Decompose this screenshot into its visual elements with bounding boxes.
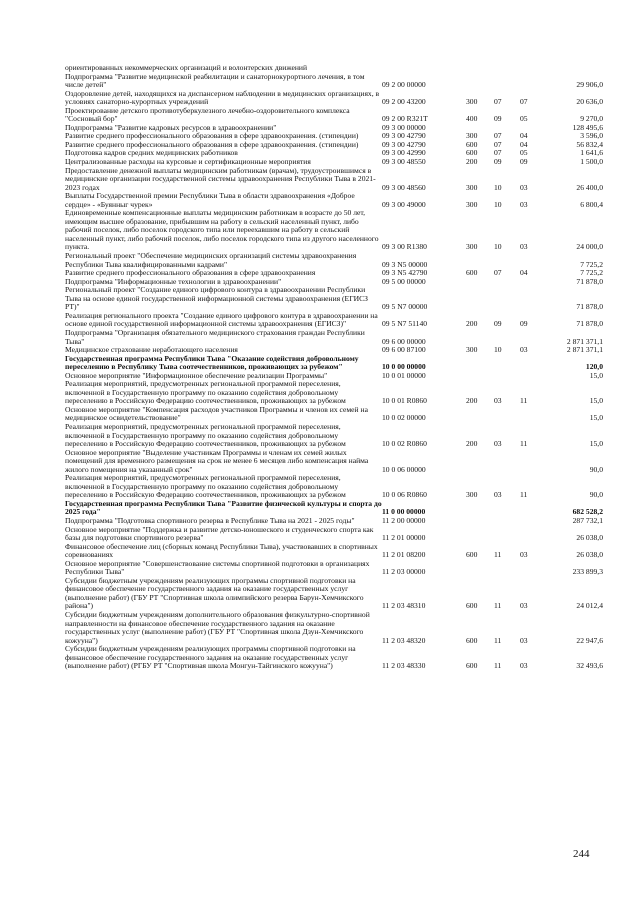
subsection-code: 07 (520, 97, 528, 107)
subsection-code: 11 (520, 490, 528, 500)
item-name: Проектирование детского противотуберкулезного лечебно-оздоровительного комплекса "Сосновый бор" (65, 105, 350, 124)
target-article-code: 09 2 00 R321T (382, 114, 428, 124)
expense-type: 600 (466, 661, 478, 671)
table-row (65, 167, 603, 193)
item-name: Развитие среднего профессионального образования в сфере здравоохранения. (стипендии) (65, 139, 359, 149)
item-name: Субсидии бюджетным учреждениям реализующих программы спортивной подготовки на финансовое обеспечение государственного задания на оказание государственных услуг (выполнение работ) (ГБУ РТ "Спортивная школа олимпийского резерва Барун-Хемчикского района") (65, 575, 364, 611)
section-code: 11 (494, 601, 502, 611)
amount: 128 495,6 (572, 122, 603, 132)
expense-type: 300 (466, 182, 478, 192)
subsection-code: 09 (520, 157, 528, 167)
amount: 26 038,0 (576, 550, 603, 560)
item-name: Региональный проект "Создание единого цифрового контура в здравоохранении Республики Тыва на основе единой государственной информационной системы здравоохранения (ЕГИСЗ РТ)" (65, 285, 368, 312)
page-number: 244 (573, 848, 590, 860)
amount: 9 270,0 (580, 114, 603, 124)
table-row (65, 645, 603, 671)
target-article-code: 09 3 N5 42790 (382, 268, 428, 278)
amount: 7 725,2 (580, 268, 603, 278)
target-article-code: 10 0 01 00000 (382, 370, 426, 380)
table-row (65, 90, 603, 107)
target-article-code: 09 2 00 00000 (382, 80, 426, 90)
item-name: Предоставление денежной выплаты медицинским работникам (врачам), трудоустроившимся в медицинские организации государственной системы здравоохранения Республики Тыва в 2021-2023 годах (65, 165, 376, 192)
item-name: Реализация регионального проекта "Создание единого цифрового контура в здравоохранении на основе единой государственной информационной системы здравоохранения (ЕГИСЗ)" (65, 310, 378, 329)
target-article-code: 09 6 00 87100 (382, 345, 426, 355)
amount: 15,0 (589, 370, 603, 380)
subsection-code: 11 (520, 439, 528, 449)
table-row (65, 329, 603, 346)
target-article-code: 11 2 01 00000 (382, 533, 426, 543)
amount: 1 641,6 (580, 148, 603, 158)
amount: 24 012,4 (576, 601, 603, 611)
expense-type: 600 (466, 268, 478, 278)
table-row (65, 209, 603, 252)
item-name: Государственная программа Республики Тыва "Развитие физической культуры и спорта до 2025 года" (65, 498, 382, 517)
item-name: Единовременные компенсационные выплаты медицинским работникам в возрасте до 50 лет, имеющим высшее образование, прибывшим на работу в сельский населенный пункт, либо рабочий поселок, либо поселок городского типа или переехавшим на работу в сельский населенный пункт, либо рабочий поселок, либо поселок городского типа из другого населенного пункта. (65, 208, 379, 252)
section-code: 10 (494, 345, 502, 355)
section-code: 03 (494, 396, 502, 406)
table-row (65, 611, 603, 645)
subsection-code: 03 (520, 635, 528, 645)
item-name: Развитие среднего профессионального образования в сфере здравоохранения. (стипендии) (65, 131, 359, 141)
item-name: ориентированных некоммерческих организаций и волонтерских движений (65, 63, 308, 72)
section-code: 07 (494, 268, 502, 278)
item-name: Государственная программа Республики Тыва "Оказание содействия добровольному переселению в Республику Тыва соотечественников, проживающих за рубежом" (65, 353, 359, 372)
amount: 71 878,0 (576, 319, 603, 329)
subsection-code: 03 (520, 661, 528, 671)
target-article-code: 09 3 00 48560 (382, 182, 426, 192)
section-code: 10 (494, 199, 502, 209)
amount: 3 596,0 (580, 131, 603, 141)
table-row (65, 474, 603, 500)
expense-type: 300 (466, 345, 478, 355)
item-name: Основное мероприятие "Информационное обеспечение реализации Программы" (65, 370, 328, 380)
target-article-code: 10 0 00 00000 (382, 362, 426, 372)
target-article-code: 09 2 00 43200 (382, 97, 426, 107)
table-row (65, 192, 603, 209)
item-name: Основное мероприятие "Совершенствование системы спортивной подготовки в организациях Республики Тыва" (65, 558, 370, 577)
item-name: Основное мероприятие "Компенсация расходов участников Программы и членов их семей на медицинское освидетельствование" (65, 404, 368, 423)
expense-type: 600 (466, 635, 478, 645)
expense-type: 200 (466, 439, 478, 449)
target-article-code: 11 2 03 00000 (382, 567, 426, 577)
target-article-code: 10 0 01 R0860 (382, 396, 427, 406)
subsection-code: 03 (520, 345, 528, 355)
amount: 233 899,3 (572, 567, 603, 577)
table-row (65, 543, 603, 560)
amount: 71 878,0 (576, 302, 603, 312)
expense-type: 200 (466, 396, 478, 406)
item-name: Оздоровление детей, находящихся на диспансерном наблюдении в медицинских организациях, в условиях санаторно-курортных учреждений (65, 88, 380, 107)
item-name: Реализация мероприятий, предусмотренных региональной программой переселения, включенной в Государственную программу по оказанию содействия добровольному переселению в Российскую Федерацию соотечественников, проживающих за рубежом (65, 473, 346, 500)
item-name: Субсидии бюджетным учреждениям реализующих программы спортивной подготовки на финансовое обеспечение государственного задания на оказание государственных услуг (выполнение работ) (РГБУ РТ "Спортивная школа Монгун-Тайгинского кожууна") (65, 644, 356, 671)
expense-type: 300 (466, 97, 478, 107)
table-row (65, 380, 603, 406)
expense-type: 600 (466, 148, 478, 158)
subsection-code: 03 (520, 199, 528, 209)
item-name: Развитие среднего профессионального образования в сфере здравоохранения (65, 268, 316, 278)
target-article-code: 10 0 02 00000 (382, 413, 426, 423)
target-article-code: 10 0 06 R0860 (382, 490, 427, 500)
item-name: Субсидии бюджетным учреждениям дополнительного образования физкультурно-спортивной направленности на финансовое обеспечение государственного задания на оказание государственных услуг (выполнение работ) (ГБУ РТ "Спортивная школа Дзун-Хемчикского кожууна") (65, 610, 370, 645)
amount: 7 725,2 (580, 259, 603, 269)
amount: 56 832,4 (576, 139, 603, 149)
table-row (65, 449, 603, 475)
amount: 2 871 371,1 (566, 336, 603, 346)
target-article-code: 11 0 00 00000 (382, 507, 426, 517)
amount: 32 493,6 (576, 661, 603, 671)
amount: 26 038,0 (576, 533, 603, 543)
amount: 15,0 (589, 439, 603, 449)
target-article-code: 09 3 00 42790 (382, 139, 426, 149)
target-article-code: 09 5 N7 51140 (382, 319, 428, 329)
amount: 682 528,2 (572, 507, 603, 517)
budget-table (65, 64, 603, 671)
item-name: Централизованные расходы на курсовые и сертификационные мероприятия (65, 157, 311, 167)
expense-type: 300 (466, 199, 478, 209)
expense-type: 200 (466, 319, 478, 329)
item-name: Подпрограмма "Развитие кадровых ресурсов в здравоохранении" (65, 122, 277, 132)
section-code: 11 (494, 550, 502, 560)
expense-type: 600 (466, 550, 478, 560)
amount: 1 500,0 (580, 157, 603, 167)
expense-type: 300 (466, 490, 478, 500)
table-row (65, 526, 603, 543)
subsection-code: 03 (520, 242, 528, 252)
expense-type: 300 (466, 242, 478, 252)
table-row (65, 286, 603, 312)
item-name: Финансовое обеспечение лиц (сборных команд Республики Тыва), участвовавших в спортивных соревнованиях (65, 541, 378, 560)
target-article-code: 11 2 01 08200 (382, 550, 426, 560)
item-name: Основное мероприятие "Поддержка и развитие детско-юношеского и студенческого спорта как базы для подготовки спортивного резерва" (65, 524, 374, 543)
amount: 71 878,0 (576, 276, 603, 286)
section-code: 03 (494, 490, 502, 500)
section-code: 10 (494, 242, 502, 252)
section-code: 07 (494, 139, 502, 149)
subsection-code: 11 (520, 396, 528, 406)
target-article-code: 11 2 03 48320 (382, 635, 426, 645)
section-code: 10 (494, 182, 502, 192)
subsection-code: 03 (520, 182, 528, 192)
target-article-code: 10 0 02 R0860 (382, 439, 427, 449)
target-article-code: 09 3 00 R1380 (382, 242, 427, 252)
expense-type: 600 (466, 601, 478, 611)
subsection-code: 03 (520, 550, 528, 560)
expense-type: 600 (466, 139, 478, 149)
subsection-code: 05 (520, 114, 528, 124)
item-name: Реализация мероприятий, предусмотренных региональной программой переселения, включенной в Государственную программу по оказанию содействия добровольному переселению в Российскую Федерацию соотечественников, проживающих за рубежом (65, 421, 346, 449)
table-row (65, 577, 603, 611)
table-row (65, 560, 603, 577)
item-name: Подпрограмма "Развитие медицинской реабилитации и санаторнокурортного лечения, в том числе детей" (65, 71, 365, 90)
target-article-code: 09 3 00 42790 (382, 131, 426, 141)
table-row (65, 355, 603, 372)
target-article-code: 09 5 00 00000 (382, 276, 426, 286)
amount: 2 871 371,1 (566, 345, 603, 355)
target-article-code: 09 3 00 48550 (382, 157, 426, 167)
table-row (65, 73, 603, 90)
amount: 287 732,1 (572, 515, 603, 525)
item-name: Основное мероприятие "Выделение участникам Программы и членам их семей жилых помещений для временного размещения на срок не менее 6 месяцев либо компенсация найма жилого помещения на указанный срок" (65, 447, 369, 474)
amount: 24 000,0 (576, 242, 603, 252)
expense-type: 200 (466, 157, 478, 167)
section-code: 03 (494, 439, 502, 449)
item-name: Подпрограмма "Информационные технологии в здравоохранении" (65, 276, 282, 286)
subsection-code: 04 (520, 268, 528, 278)
amount: 15,0 (589, 413, 603, 423)
section-code: 11 (494, 635, 502, 645)
section-code: 07 (494, 97, 502, 107)
subsection-code: 04 (520, 131, 528, 141)
table-row (65, 107, 603, 124)
item-name: Подпрограмма "Организация обязательного медицинского страхования граждан Республики Тыва" (65, 327, 365, 346)
item-name: Медицинское страхование неработающего населения (65, 345, 238, 355)
target-article-code: 09 3 00 42990 (382, 148, 426, 158)
target-article-code: 09 5 N7 00000 (382, 302, 428, 312)
amount: 22 947,6 (576, 635, 603, 645)
amount: 20 636,0 (576, 97, 603, 107)
target-article-code: 09 3 00 49000 (382, 199, 426, 209)
target-article-code: 11 2 03 48310 (382, 601, 426, 611)
amount: 26 400,0 (576, 182, 603, 192)
item-name: Подготовка кадров средних медицинских работников (65, 148, 238, 158)
table-row (65, 252, 603, 269)
item-name: Реализация мероприятий, предусмотренных региональной программой переселения, включенной в Государственную программу по оказанию содействия добровольному переселению в Российскую Федерацию соотечественников, проживающих за рубежом (65, 379, 346, 406)
table-row (65, 500, 603, 517)
amount: 15,0 (589, 396, 603, 406)
item-name: Выплаты Государственной премии Республики Тыва в области здравоохранения «Доброе сердце» - «Буянныг чурек» (65, 191, 355, 209)
amount: 90,0 (589, 464, 603, 474)
section-code: 09 (494, 319, 502, 329)
item-name: Региональный проект "Обеспечение медицинских организаций системы здравоохранения Республики Тыва квалифицированными кадрами" (65, 251, 357, 269)
section-code: 11 (494, 661, 502, 671)
target-article-code: 11 2 03 48330 (382, 661, 426, 671)
section-code: 09 (494, 114, 502, 124)
amount: 6 800,4 (580, 199, 603, 209)
amount: 29 906,0 (576, 80, 603, 90)
table-row (65, 312, 603, 329)
target-article-code: 10 0 06 00000 (382, 464, 426, 474)
subsection-code: 04 (520, 139, 528, 149)
amount: 90,0 (589, 490, 603, 500)
section-code: 09 (494, 157, 502, 167)
section-code: 07 (494, 131, 502, 141)
table-row (65, 423, 603, 449)
subsection-code: 03 (520, 601, 528, 611)
expense-type: 400 (466, 114, 478, 124)
subsection-code: 05 (520, 148, 528, 158)
expense-type: 300 (466, 131, 478, 141)
target-article-code: 11 2 00 00000 (382, 515, 426, 525)
target-article-code: 09 6 00 00000 (382, 336, 426, 346)
amount: 120,0 (585, 362, 603, 372)
target-article-code: 09 3 N5 00000 (382, 259, 428, 269)
subsection-code: 09 (520, 319, 528, 329)
target-article-code: 09 3 00 00000 (382, 122, 426, 132)
table-row (65, 406, 603, 423)
item-name: Подпрограмма "Подготовка спортивного резерва в Республике Тыва на 2021 - 2025 годы" (65, 515, 355, 525)
section-code: 07 (494, 148, 502, 158)
